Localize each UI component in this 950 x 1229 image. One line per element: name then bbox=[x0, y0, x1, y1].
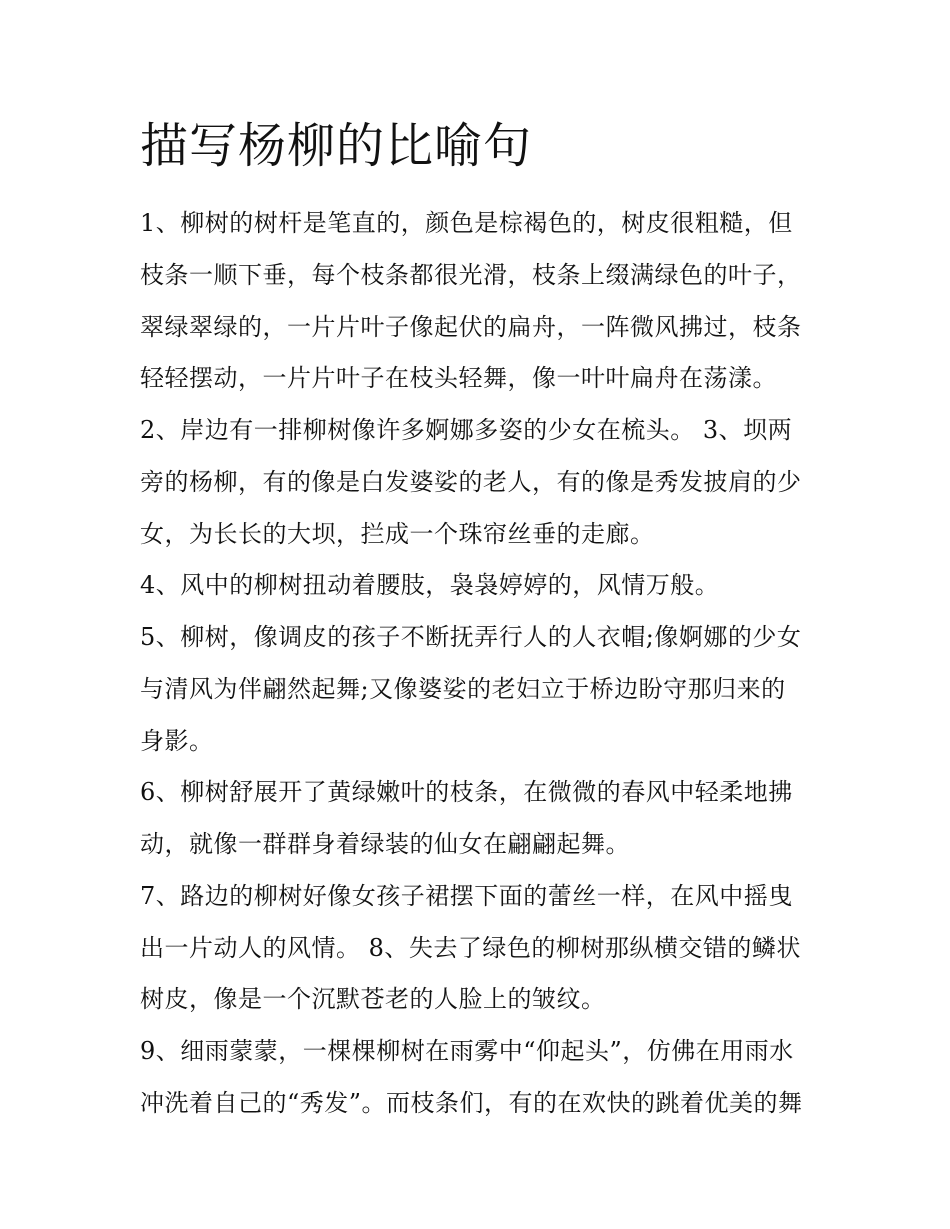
text-line: 与清风为伴翩然起舞;又像婆娑的老妇立于桥边盼守那归来的 bbox=[140, 674, 786, 703]
text-line: 枝条一顺下垂，每个枝条都很光滑，枝条上缀满绿色的叶子， bbox=[140, 260, 802, 289]
text-line: 身影。 bbox=[140, 726, 214, 755]
text-line: 4、风中的柳树扭动着腰肢，袅袅婷婷的，风情万般。 bbox=[140, 571, 720, 600]
text-line: 6、柳树舒展开了黄绿嫩叶的枝条，在微微的春风中轻柔地拂 bbox=[140, 778, 793, 807]
document-body bbox=[140, 198, 820, 1130]
text-line: 树皮，像是一个沉默苍老的人脸上的皱纹。 bbox=[140, 985, 606, 1014]
text-line: 5、柳树，像调皮的孩子不断抚弄行人的人衣帽;像婀娜的少女 bbox=[140, 623, 802, 651]
page-title: 描写杨柳的比喻句 bbox=[140, 118, 533, 174]
text-line: 7、路边的柳树好像女孩子裙摆下面的蕾丝一样，在风中摇曳 bbox=[140, 881, 793, 910]
text-line: 轻轻摆动，一片片叶子在枝头轻舞，像一叶叶扁舟在荡漾。 bbox=[140, 364, 777, 393]
text-line: 动，就像一群群身着绿装的仙女在翩翩起舞。 bbox=[140, 830, 630, 858]
text-line: 女，为长长的大坝，拦成一个珠帘丝垂的走廊。 bbox=[140, 519, 655, 548]
text-line: 9、细雨蒙蒙，一棵棵柳树在雨雾中“仰起头”，仿佛在用雨水 bbox=[140, 1037, 794, 1065]
text-line: 1、柳树的树杆是笔直的，颜色是棕褐色的，树皮很粗糙，但 bbox=[140, 209, 793, 237]
text-line: 出一片动人的风情。 8、失去了绿色的柳树那纵横交错的鳞状 bbox=[140, 933, 801, 962]
text-line: 旁的杨柳，有的像是白发婆娑的老人，有的像是秀发披肩的少 bbox=[140, 467, 802, 496]
text-line: 2、岸边有一排柳树像许多婀娜多姿的少女在梳头。 3、坝两 bbox=[140, 416, 793, 444]
text-line: 冲洗着自己的“秀发”。而枝条们，有的在欢快的跳着优美的舞 bbox=[140, 1088, 803, 1117]
text-line: 翠绿翠绿的，一片片叶子像起伏的扁舟，一阵微风拂过，枝条 bbox=[140, 312, 802, 341]
